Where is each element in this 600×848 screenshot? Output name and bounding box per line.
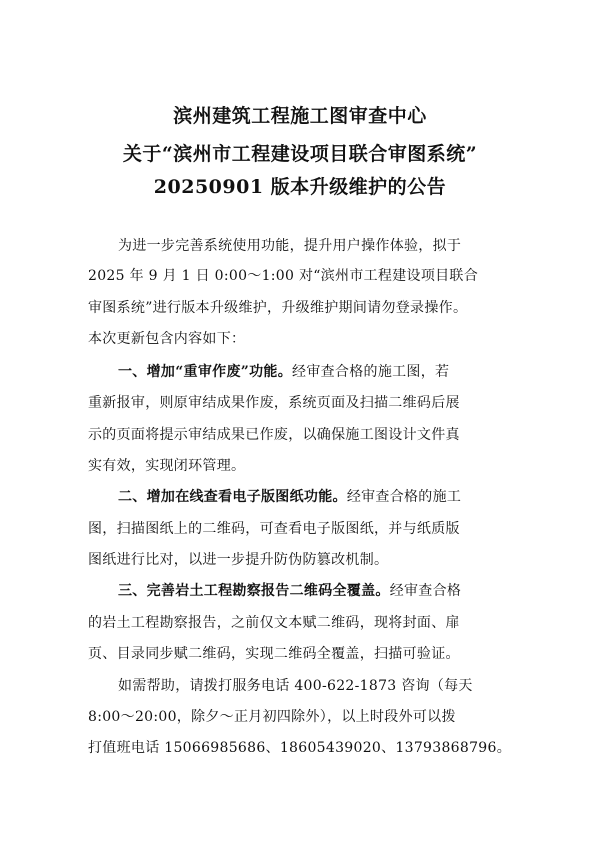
item-2-line-3: 图纸进行比对，以进一步提升防伪防篡改机制。 (88, 552, 389, 568)
item-2-lead: 二、增加在线查看电子版图纸功能。 (118, 489, 347, 505)
help-line-1: 如需帮助，请拨打服务电话 400-622-1873 咨询（每天 (118, 678, 473, 694)
item-2-line-2: 图，扫描图纸上的二维码，可查看电子版图纸，并与纸质版 (88, 521, 460, 537)
item-1-first-line (118, 362, 449, 382)
item-1-lead: 一、增加“重审作废”功能。 (118, 364, 293, 380)
item-2-first-rest: 经审查合格的施工 (346, 489, 462, 505)
item-2-first-line (118, 487, 461, 507)
help-line-2: 8:00～20:00，除夕～正月初四除外），以上时段外可以拨 (88, 709, 456, 725)
intro-line-1: 为进一步完善系统使用功能，提升用户操作体验，拟于 (118, 238, 462, 254)
intro-line-2: 2025 年 9 月 1 日 0:00～1:00 对“滨州市工程建设项目联合 (88, 268, 479, 284)
title-line-1: 滨州建筑工程施工图审查中心 (173, 105, 427, 127)
item-1-first-rest: 经审查合格的施工图，若 (292, 364, 450, 380)
item-3-line-2: 的岩土工程勘察报告，之前仅文本赋二维码，现将封面、扉 (88, 615, 460, 631)
item-3-lead: 三、完善岩土工程勘察报告二维码全覆盖。 (118, 583, 390, 599)
help-line-3: 打值班电话 15066985686、18605439020、13793868796。 (88, 740, 511, 756)
intro-line-4: 本次更新包含内容如下： (88, 331, 246, 347)
intro-line-3: 审图系统”进行版本升级维护，升级维护期间请勿登录操作。 (88, 300, 468, 316)
item-1-line-2: 重新报审，则原审结成果作废，系统页面及扫描二维码后展 (88, 395, 460, 411)
item-1-line-4: 实有效，实现闭环管理。 (88, 458, 246, 474)
item-3-first-rest: 经审查合格 (389, 583, 462, 599)
title-line-3: 20250901 版本升级维护的公告 (153, 176, 447, 198)
title-line-2: 关于“滨州市工程建设项目联合审图系统” (122, 143, 478, 165)
item-3-line-3: 页、目录同步赋二维码，实现二维码全覆盖，扫描可验证。 (88, 646, 460, 662)
item-3-first-line (118, 581, 461, 601)
item-1-line-3: 示的页面将提示审结成果已作废，以确保施工图设计文件真 (88, 427, 460, 443)
